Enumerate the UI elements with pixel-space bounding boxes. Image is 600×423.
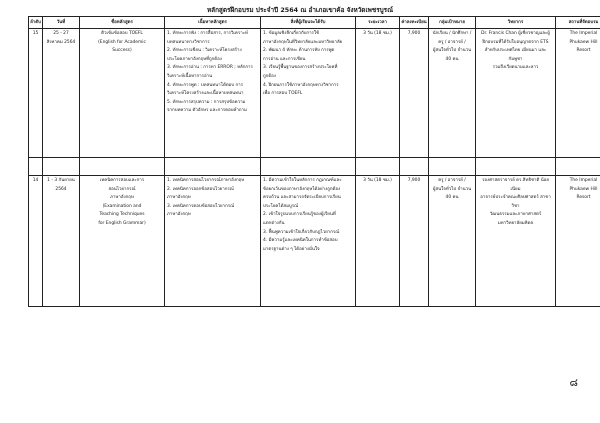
table-row <box>29 29 600 158</box>
cell-line: สำหรับประเทศไทย เมียนมา และกัมพูชา <box>484 48 547 62</box>
row-number: 14 <box>29 176 43 307</box>
cell-line: 1 - 3 กันยายน <box>47 178 75 183</box>
cell-line: Phukaew Hill <box>569 186 598 192</box>
cell-line: ภาษาอังกฤษ <box>110 195 134 201</box>
row-target <box>429 29 476 158</box>
header-no: ลำดับ <box>29 17 43 29</box>
row-venue <box>556 176 600 307</box>
cell-line: The Imperial <box>569 178 598 183</box>
cell-line: 40 คน <box>445 56 459 62</box>
header-venue: สถานที่จัดอบรม <box>556 17 600 29</box>
row-course-title <box>80 29 165 158</box>
document-title: หลักสูตรฝึกอบรม ประจำปี 2564 ณ อำเภอเขาค้อ จังหวัดเพชรบูรณ์ <box>206 6 394 14</box>
cell-line: นักเรียน / นักศึกษา / <box>432 31 472 36</box>
cell-line: Teaching Techniques <box>99 212 145 218</box>
cell-line: เพื่อ การสอบ TOEFL <box>263 91 303 97</box>
row-venue <box>556 29 600 158</box>
row-duration: 3 วัน (18 ชม.) <box>356 176 400 307</box>
row-outcomes <box>261 176 356 307</box>
cell-line: 2. เทคนิคการออกข้อสอบไวยากรณ์ <box>167 186 234 192</box>
cell-line: อาจารย์ประจำคณะศิลปศาสตร์ สาขาวิชา <box>480 195 551 209</box>
cell-line: Resort <box>576 48 591 54</box>
cell-line: 4. ฝึกฝนการใช้ภาษาอังกฤษทางวิชาการ <box>263 82 339 88</box>
cell-line: The Imperial <box>569 31 598 36</box>
cell-line: รองศาสตราจารย์ ดร.สิทธิชาติ น้อยเนียม <box>482 178 549 192</box>
header-outcomes: สิ่งที่ผู้เรียนจะได้รับ <box>261 17 356 29</box>
cell-line: รวมถึงเวียดนามและลาว <box>492 65 539 71</box>
table-header-row <box>29 17 600 29</box>
cell-line: ประโยคภาษาอังกฤษที่ถูกต้อง <box>167 56 222 62</box>
cell-line: เทคนิคการสอบและการ <box>99 178 145 183</box>
row-target <box>429 176 476 307</box>
cell-line: 2. ทักษะการเขียน : วิเคราะห์โครงสร้าง <box>167 48 242 54</box>
header-lecturer: วิทยากร <box>476 17 556 29</box>
cell-line: 1. ข้อมูลเชิงลึกเกี่ยวกับการใช้ <box>263 31 320 36</box>
header-fee: ค่าลงทะเบียน <box>400 17 429 29</box>
row-fee: 7,900 <box>400 29 429 158</box>
header-target: กลุ่มเป้าหมาย <box>429 17 476 29</box>
cell-line: ถูกต้อง <box>263 73 276 79</box>
cell-line: 5. ทักษะการสรุปความ : การสรุปข้อความ <box>167 99 246 105</box>
cell-line: 4. มีความรู้และเทคนิคในการทำข้อสอบ <box>263 238 338 244</box>
cell-line: 3. เรียนรู้พื้นฐานของการสร้างประโยคที่ <box>263 65 338 71</box>
cell-line: แตกต่างกัน <box>263 220 285 226</box>
header-date: วันที่ <box>43 17 80 29</box>
cell-line: ภาษาอังกฤษ <box>167 212 191 218</box>
cell-line: การอ่าน และการเขียน <box>263 56 306 62</box>
cell-line: ประโยคได้สมบูรณ์ <box>263 203 299 209</box>
row-date <box>43 29 80 158</box>
cell-line: จากบทความ ตัวอักษร และการตอบคำถาม <box>167 108 247 114</box>
cell-line: วิเคราะห์โครงสร้างและเนื้อหาบทสนทนา <box>167 91 244 97</box>
cell-line: Success) <box>112 48 132 54</box>
row-date <box>43 176 80 307</box>
row-duration: 3 วัน (18 ชม.) <box>356 29 400 158</box>
cell-line: มาตรฐานต่าง ๆ ได้อย่างมั่นใจ <box>263 246 320 252</box>
cell-line: ครบถ้วน และสามารถจัดระเบียบการเรียน <box>263 195 341 201</box>
course-schedule-table <box>28 16 600 307</box>
row-course-title <box>80 176 165 307</box>
cell-line: for English Grammar) <box>98 220 146 226</box>
cell-line: 40 คน <box>445 195 459 201</box>
page-number: ๘ <box>569 376 578 389</box>
cell-line: 1. มีความเข้าใจในหลักการ กฎเกณฑ์และ <box>263 178 342 183</box>
row-content <box>165 176 261 307</box>
cell-line: (English for Academic <box>98 39 146 45</box>
cell-line: ผู้สนใจทั่วไป จำนวน <box>432 186 472 192</box>
cell-line: 3. ทักษะการอ่าน : การหา ERROR ; หลักการ <box>167 65 253 71</box>
cell-line: ครู / อาจารย์ / <box>438 178 466 183</box>
cell-line: ข้อยกเว้นของภาษาอังกฤษได้อย่างถูกต้อง <box>263 186 341 192</box>
row-outcomes <box>261 29 356 158</box>
cell-line: 2. พัฒนา 4 ทักษะ ด้านการฟัง การพูด <box>263 48 335 54</box>
row-number: 15 <box>29 29 43 158</box>
cell-line: 4. ทักษะการพูด : บทสนทนาโต้ตอบ การ <box>167 82 243 88</box>
table-spacer-row <box>29 158 600 176</box>
table-row <box>29 176 600 307</box>
cell-line: ผู้สนใจทั่วไป จำนวน <box>432 48 472 54</box>
header-duration: ระยะเวลา <box>356 17 400 29</box>
cell-line: 3. ฟื้นฟูความเข้าใจเกี่ยวกับกฎไวยากรณ์ <box>263 229 340 235</box>
row-lecturer <box>476 29 556 158</box>
cell-line: 1. ทักษะการฟัง : การสื่อสาร, การวิเคราะห์ <box>167 31 248 36</box>
cell-line: วัฒนธรรมและภาษาศาสตร์ มหาวิทยาลัยมหิดล <box>489 212 543 226</box>
cell-line: บทสนทนาทางวิชาการ <box>167 39 210 45</box>
cell-line: Dr. Francis Chan ผู้เชี่ยวชาญและผู้ <box>481 31 550 36</box>
cell-line: สอนไวยากรณ์ <box>108 186 136 192</box>
cell-line: ครู / อาจารย์ / <box>438 39 466 45</box>
cell-line: 25 - 27 <box>53 31 69 36</box>
header-content: เนื้อหาหลักสูตร <box>165 17 261 29</box>
header-course: ชื่อหลักสูตร <box>80 17 165 29</box>
row-fee: 7,900 <box>400 176 429 307</box>
cell-line: (Examination and <box>102 203 142 209</box>
cell-line: Phukaew Hill <box>569 39 598 45</box>
row-content <box>165 29 261 158</box>
cell-line: วิเคราะห์เนื้อหาการอ่าน <box>167 73 213 79</box>
row-lecturer <box>476 176 556 307</box>
cell-line: ฝึกอบรมที่ได้รับใบอนุญาตจาก ETS <box>482 39 549 45</box>
cell-line: 3. เทคนิคการตอบข้อสอบไวยากรณ์ <box>167 203 235 209</box>
cell-line: ติวเข้มข้อสอบ TOEFL <box>101 31 143 36</box>
cell-line: ภาษาอังกฤษในที่วิทยาลัยและมหาวิทยาลัย <box>263 39 343 45</box>
cell-line: 2564 <box>55 186 67 192</box>
cell-line: ภาษาอังกฤษ <box>167 195 191 201</box>
cell-line: สิงหาคม 2564 <box>46 39 76 45</box>
cell-line: 1. เทคนิคการสอนไวยากรณ์ภาษาอังกฤษ <box>167 178 245 183</box>
cell-line: Resort <box>576 195 591 201</box>
cell-line: 2. เข้าใจรูปแบบการเรียนรู้ของผู้เรียนที่ <box>263 212 336 218</box>
